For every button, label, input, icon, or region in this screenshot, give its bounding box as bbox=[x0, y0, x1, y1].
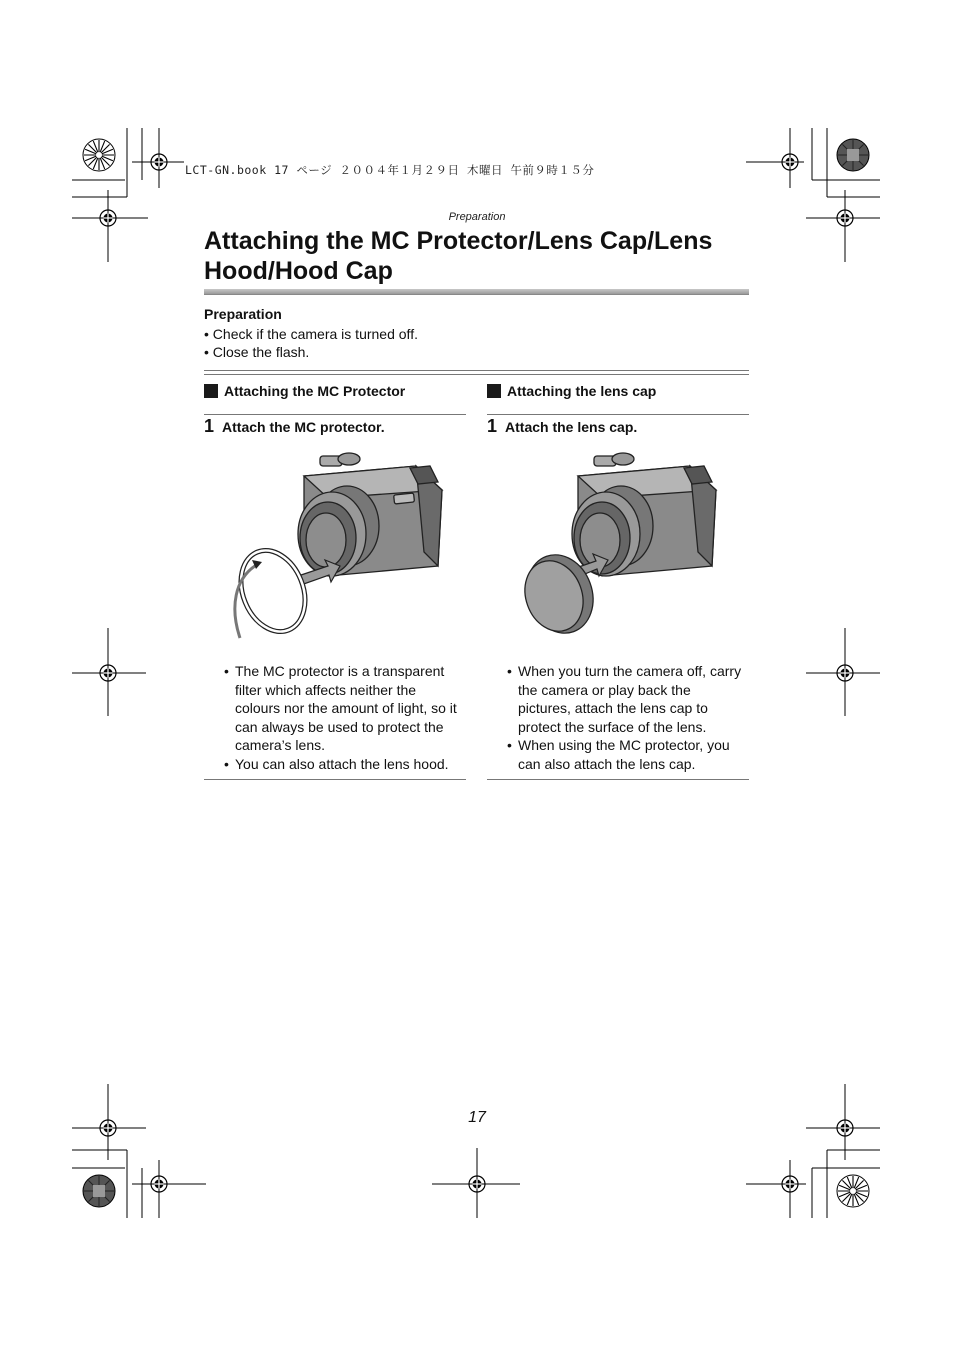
section-label: Preparation bbox=[448, 211, 506, 223]
left-notes bbox=[224, 662, 460, 773]
step-text: Attach the lens cap. bbox=[505, 419, 638, 435]
mc-protector-illustration bbox=[228, 448, 458, 653]
note-item: • When using the MC protector, you can also attach the lens cap. bbox=[507, 736, 747, 773]
divider bbox=[204, 370, 749, 371]
divider bbox=[487, 414, 749, 415]
step-number: 1 bbox=[487, 416, 498, 436]
note-item: • The MC protector is a transparent filter which affects neither the colours nor the amount of light, so it can always be used to protect the camera’s lens. bbox=[224, 662, 460, 755]
divider bbox=[487, 779, 749, 780]
right-step bbox=[487, 416, 637, 437]
note-item: • When you turn the camera off, carry the camera or play back the pictures, attach the lens cap to protect the surface of the lens. bbox=[507, 662, 747, 736]
lens-cap-illustration bbox=[512, 448, 742, 653]
preparation-item: • Close the flash. bbox=[204, 343, 418, 361]
step-number: 1 bbox=[204, 416, 215, 436]
divider bbox=[204, 414, 466, 415]
right-notes bbox=[507, 662, 747, 773]
page-title-line-2: Hood/Hood Cap bbox=[204, 257, 393, 285]
divider bbox=[204, 374, 749, 375]
left-column-heading bbox=[204, 383, 405, 399]
title-underline bbox=[204, 289, 749, 295]
left-step bbox=[204, 416, 385, 437]
page-title-line-1: Attaching the MC Protector/Lens Cap/Lens bbox=[204, 227, 713, 255]
preparation-item: • Check if the camera is turned off. bbox=[204, 325, 418, 343]
section-square-icon bbox=[204, 384, 218, 398]
divider bbox=[204, 779, 466, 780]
right-column-heading-text: Attaching the lens cap bbox=[507, 383, 657, 399]
page-number: 17 bbox=[468, 1109, 486, 1126]
right-column-heading bbox=[487, 383, 656, 399]
note-item: • You can also attach the lens hood. bbox=[224, 755, 460, 774]
left-column-heading-text: Attaching the MC Protector bbox=[224, 383, 406, 399]
page-title bbox=[204, 226, 764, 286]
preparation-list bbox=[204, 325, 418, 361]
print-header: LCT-GN.book 17 ページ ２００４年１月２９日 木曜日 午前９時１５分 bbox=[185, 163, 595, 177]
preparation-heading: Preparation bbox=[204, 306, 282, 322]
step-text: Attach the MC protector. bbox=[222, 419, 385, 435]
section-square-icon bbox=[487, 384, 501, 398]
